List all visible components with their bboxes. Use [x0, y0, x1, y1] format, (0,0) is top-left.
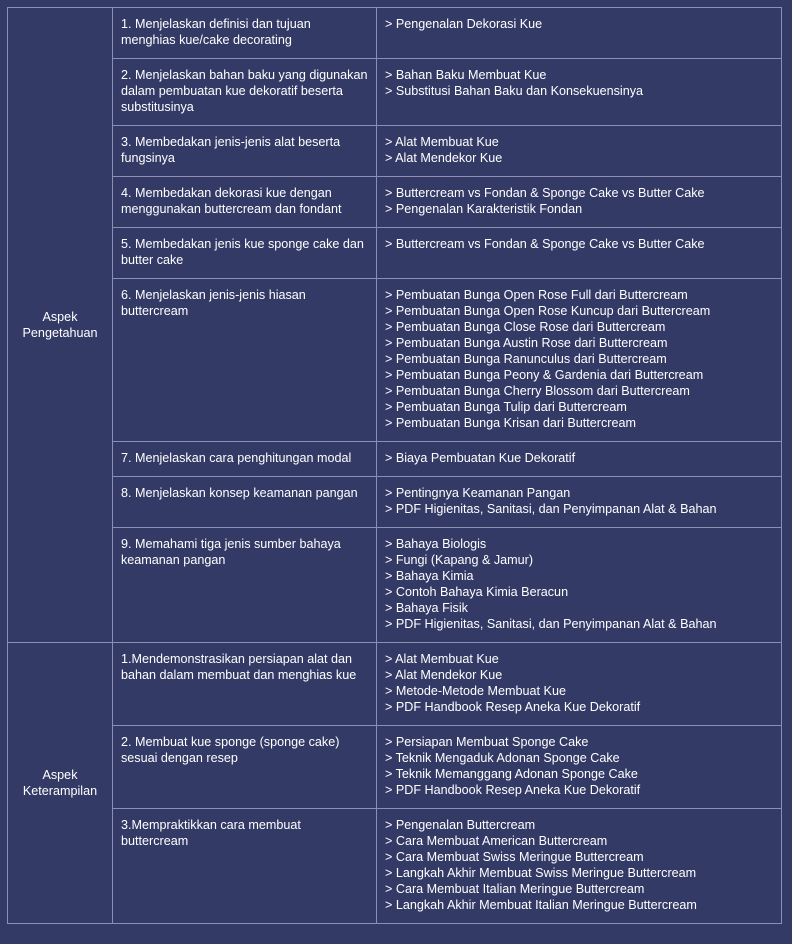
material-item: > Cara Membuat American Buttercream [385, 834, 608, 848]
material-item: > Cara Membuat Swiss Meringue Buttercream [385, 850, 644, 864]
table-row [8, 643, 782, 726]
objective-cell [113, 59, 377, 126]
material-item: > Pembuatan Bunga Cherry Blossom dari Buttercream [385, 384, 690, 398]
objective-cell [113, 126, 377, 177]
material-item: > Pembuatan Bunga Close Rose dari Buttercream [385, 320, 666, 334]
objective-cell [113, 279, 377, 442]
material-item: > PDF Handbook Resep Aneka Kue Dekoratif [385, 783, 641, 797]
material-item: > Pembuatan Bunga Ranunculus dari Buttercream [385, 352, 667, 366]
material-item: > Pembuatan Bunga Krisan dari Buttercream [385, 416, 636, 430]
material-item: > Biaya Pembuatan Kue Dekoratif [385, 451, 576, 465]
objective-cell [113, 528, 377, 643]
material-item: > Pembuatan Bunga Open Rose Full dari Buttercream [385, 288, 688, 302]
objective-cell [113, 8, 377, 59]
material-item: > Pentingnya Keamanan Pangan [385, 486, 571, 500]
table-row [8, 177, 782, 228]
material-item: > Bahaya Kimia [385, 569, 474, 583]
material-item: > Fungi (Kapang & Jamur) [385, 553, 534, 567]
table-row [8, 528, 782, 643]
material-item: > Alat Membuat Kue [385, 135, 499, 149]
objective-text: 2. Membuat kue sponge (sponge cake) sesuai dengan resep [121, 735, 340, 765]
curriculum-table [7, 7, 782, 924]
material-item: > Langkah Akhir Membuat Swiss Meringue Buttercream [385, 866, 697, 880]
table-row [8, 809, 782, 924]
materials-cell [377, 228, 782, 279]
objective-text: 1. Menjelaskan definisi dan tujuan menghias kue/cake decorating [121, 17, 311, 47]
objective-cell [113, 477, 377, 528]
objective-cell [113, 643, 377, 726]
aspect-cell [8, 8, 113, 643]
objective-text: 5. Membedakan jenis kue sponge cake dan butter cake [121, 237, 364, 267]
material-item: > Teknik Memanggang Adonan Sponge Cake [385, 767, 638, 781]
material-item: > PDF Higienitas, Sanitasi, dan Penyimpanan Alat & Bahan [385, 617, 717, 631]
objective-text: 9. Memahami tiga jenis sumber bahaya keamanan pangan [121, 537, 341, 567]
material-item: > Contoh Bahaya Kimia Beracun [385, 585, 569, 599]
material-item: > Pembuatan Bunga Peony & Gardenia dari Buttercream [385, 368, 704, 382]
materials-cell [377, 126, 782, 177]
aspect-cell [8, 643, 113, 924]
material-item: > Pembuatan Bunga Austin Rose dari Buttercream [385, 336, 668, 350]
objective-cell [113, 442, 377, 477]
objective-text: 3. Membedakan jenis-jenis alat beserta fungsinya [121, 135, 341, 165]
material-item: > Cara Membuat Italian Meringue Buttercream [385, 882, 645, 896]
objective-text: 4. Membedakan dekorasi kue dengan menggunakan buttercream dan fondant [121, 186, 342, 216]
aspect-label: Aspek [42, 310, 78, 324]
materials-cell [377, 279, 782, 442]
materials-cell [377, 643, 782, 726]
material-item: > Teknik Mengaduk Adonan Sponge Cake [385, 751, 620, 765]
material-item: > Bahan Baku Membuat Kue [385, 68, 547, 82]
objective-text: 7. Menjelaskan cara penghitungan modal [121, 451, 352, 465]
material-item: > Buttercream vs Fondan & Sponge Cake vs Butter Cake [385, 186, 705, 200]
material-item: > Substitusi Bahan Baku dan Konsekuensinya [385, 84, 643, 98]
objective-text: 2. Menjelaskan bahan baku yang digunakan dalam pembuatan kue dekoratif beserta substitusinya [121, 68, 368, 114]
materials-cell [377, 442, 782, 477]
aspect-label: Pengetahuan [22, 326, 98, 340]
materials-cell [377, 809, 782, 924]
table-row [8, 477, 782, 528]
material-item: > Bahaya Biologis [385, 537, 487, 551]
table-row [8, 8, 782, 59]
objective-cell [113, 726, 377, 809]
materials-cell [377, 528, 782, 643]
material-item: > Pembuatan Bunga Tulip dari Buttercream [385, 400, 627, 414]
materials-cell [377, 8, 782, 59]
materials-cell [377, 477, 782, 528]
objective-cell [113, 228, 377, 279]
materials-cell [377, 177, 782, 228]
material-item: > PDF Higienitas, Sanitasi, dan Penyimpanan Alat & Bahan [385, 502, 717, 516]
material-item: > Alat Mendekor Kue [385, 668, 503, 682]
material-item: > Alat Mendekor Kue [385, 151, 503, 165]
table-row [8, 279, 782, 442]
objective-text: 8. Menjelaskan konsep keamanan pangan [121, 486, 358, 500]
table-row [8, 726, 782, 809]
material-item: > Bahaya Fisik [385, 601, 468, 615]
table-row [8, 228, 782, 279]
material-item: > Pengenalan Buttercream [385, 818, 536, 832]
aspect-label: Keterampilan [22, 784, 98, 798]
material-item: > Langkah Akhir Membuat Italian Meringue Buttercream [385, 898, 697, 912]
material-item: > Persiapan Membuat Sponge Cake [385, 735, 589, 749]
aspect-label: Aspek [42, 768, 78, 782]
table-row [8, 59, 782, 126]
material-item: > Alat Membuat Kue [385, 652, 499, 666]
material-item: > PDF Handbook Resep Aneka Kue Dekoratif [385, 700, 641, 714]
table-row [8, 442, 782, 477]
material-item: > Buttercream vs Fondan & Sponge Cake vs Butter Cake [385, 237, 705, 251]
material-item: > Pengenalan Karakteristik Fondan [385, 202, 583, 216]
objective-text: 3.Mempraktikkan cara membuat buttercream [121, 818, 301, 848]
objective-cell [113, 809, 377, 924]
material-item: > Pengenalan Dekorasi Kue [385, 17, 543, 31]
materials-cell [377, 726, 782, 809]
table-row [8, 126, 782, 177]
objective-cell [113, 177, 377, 228]
materials-cell [377, 59, 782, 126]
objective-text: 6. Menjelaskan jenis-jenis hiasan buttercream [121, 288, 306, 318]
objective-text: 1.Mendemonstrasikan persiapan alat dan bahan dalam membuat dan menghias kue [121, 652, 357, 682]
material-item: > Pembuatan Bunga Open Rose Kuncup dari Buttercream [385, 304, 711, 318]
material-item: > Metode-Metode Membuat Kue [385, 684, 566, 698]
